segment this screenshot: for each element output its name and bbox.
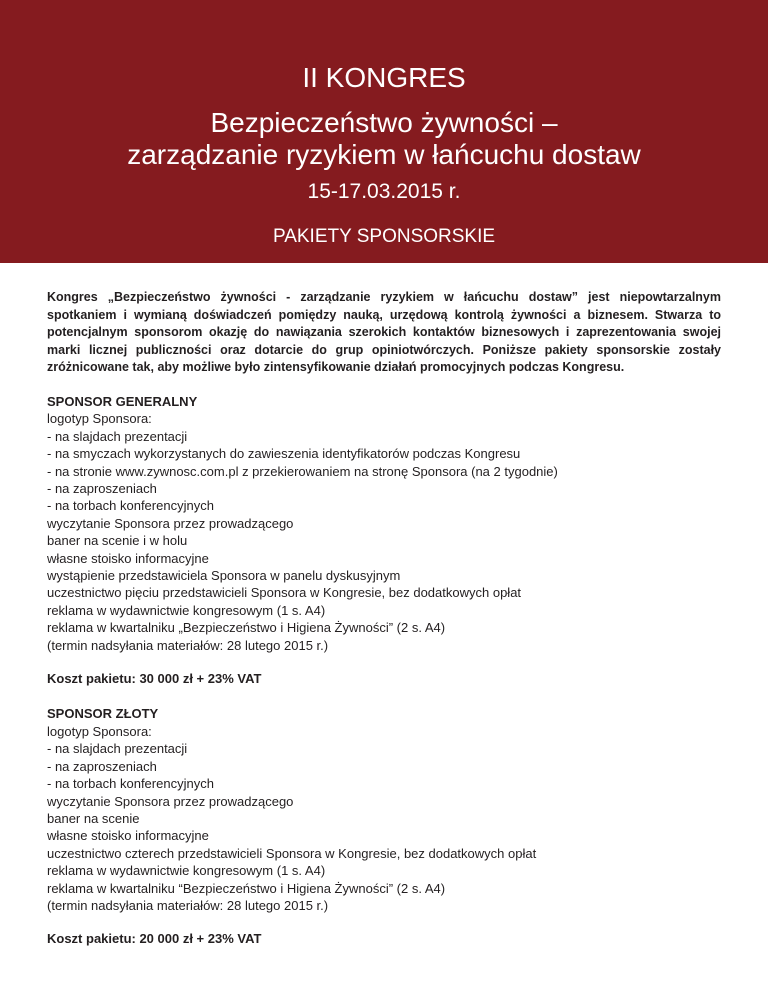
- congress-date: 15-17.03.2015 r.: [307, 180, 461, 203]
- package-line: - na slajdach prezentacji: [47, 741, 188, 757]
- congress-title-line-1: Bezpieczeństwo żywności –: [210, 107, 558, 138]
- package-cost: Koszt pakietu: 20 000 zł + 23% VAT: [47, 931, 262, 947]
- document-body: [0, 263, 768, 948]
- package-line: - na zaproszeniach: [47, 481, 157, 496]
- package-line: logotyp Sponsora:: [47, 723, 152, 739]
- package-title: SPONSOR ZŁOTY: [47, 706, 159, 722]
- package-line: - na smyczach wykorzystanych do zawieszenia identyfikatorów podczas Kongresu: [47, 446, 521, 462]
- package-line: wystąpienie przedstawiciela Sponsora w panelu dyskusyjnym: [47, 568, 401, 584]
- package-cost: Koszt pakietu: 30 000 zł + 23% VAT: [47, 671, 262, 687]
- package-line: - na stronie www.zywnosc.com.pl z przekierowaniem na stronę Sponsora (na 2 tygodnie): [47, 463, 558, 479]
- package-line: - na torbach konferencyjnych: [47, 498, 214, 514]
- package-line: reklama w kwartalniku “Bezpieczeństwo i Higiena Żywności” (2 s. A4): [47, 880, 446, 896]
- package-line: własne stoisko informacyjne: [47, 828, 209, 844]
- package-line: - na slajdach prezentacji: [47, 428, 188, 444]
- intro-paragraph: Kongres „Bezpieczeństwo żywności - zarządzanie ryzykiem w łańcuchu dostaw” jest niepowtarzalnym spotkaniem i wymianą doświadczeń pomiędzy nauką, urzędową kontrolą żywności a biznesem. Stwarza to potencjalnym sponsorom okazję do nawiązania szerokich kontaktów biznesowych i zaprezentowania swojej marki licznej publiczności oraz dotarcie do grup opiniotwórczych. Poniższe pakiety sponsorskie zostały zróżnicowane tak, aby możliwe było zintensyfikowanie działań promocyjnych podczas Kongresu.: [47, 290, 721, 375]
- package-line: uczestnictwo czterech przedstawicieli Sponsora w Kongresie, bez dodatkowych opłat: [47, 845, 537, 861]
- package-line: reklama w kwartalniku „Bezpieczeństwo i Higiena Żywności” (2 s. A4): [47, 620, 446, 636]
- package-line: - na torbach konferencyjnych: [47, 776, 214, 792]
- package-line: baner na scenie i w holu: [47, 533, 188, 549]
- package-generalny: [47, 393, 721, 654]
- package-line: logotyp Sponsora:: [47, 411, 152, 427]
- header-banner: [0, 0, 768, 263]
- package-line: wyczytanie Sponsora przez prowadzącego: [47, 793, 294, 809]
- package-line: reklama w wydawnictwie kongresowym (1 s. A4): [47, 863, 326, 879]
- package-line: (termin nadsyłania materiałów: 28 lutego 2015 r.): [47, 637, 329, 653]
- congress-title-line-2: zarządzanie ryzykiem w łańcuchu dostaw: [127, 139, 641, 170]
- package-title: SPONSOR GENERALNY: [47, 393, 198, 409]
- package-line: uczestnictwo pięciu przedstawicieli Sponsora w Kongresie, bez dodatkowych opłat: [47, 585, 522, 601]
- congress-edition: II KONGRES: [302, 62, 466, 93]
- package-zloty: [47, 705, 721, 914]
- package-line: reklama w wydawnictwie kongresowym (1 s. A4): [47, 602, 326, 618]
- package-line: (termin nadsyłania materiałów: 28 lutego 2015 r.): [47, 897, 329, 913]
- package-line: baner na scenie: [47, 810, 140, 826]
- section-subtitle: PAKIETY SPONSORSKIE: [272, 226, 496, 247]
- package-line: własne stoisko informacyjne: [47, 550, 209, 566]
- package-line: wyczytanie Sponsora przez prowadzącego: [47, 515, 294, 531]
- package-line: - na zaproszeniach: [47, 758, 157, 774]
